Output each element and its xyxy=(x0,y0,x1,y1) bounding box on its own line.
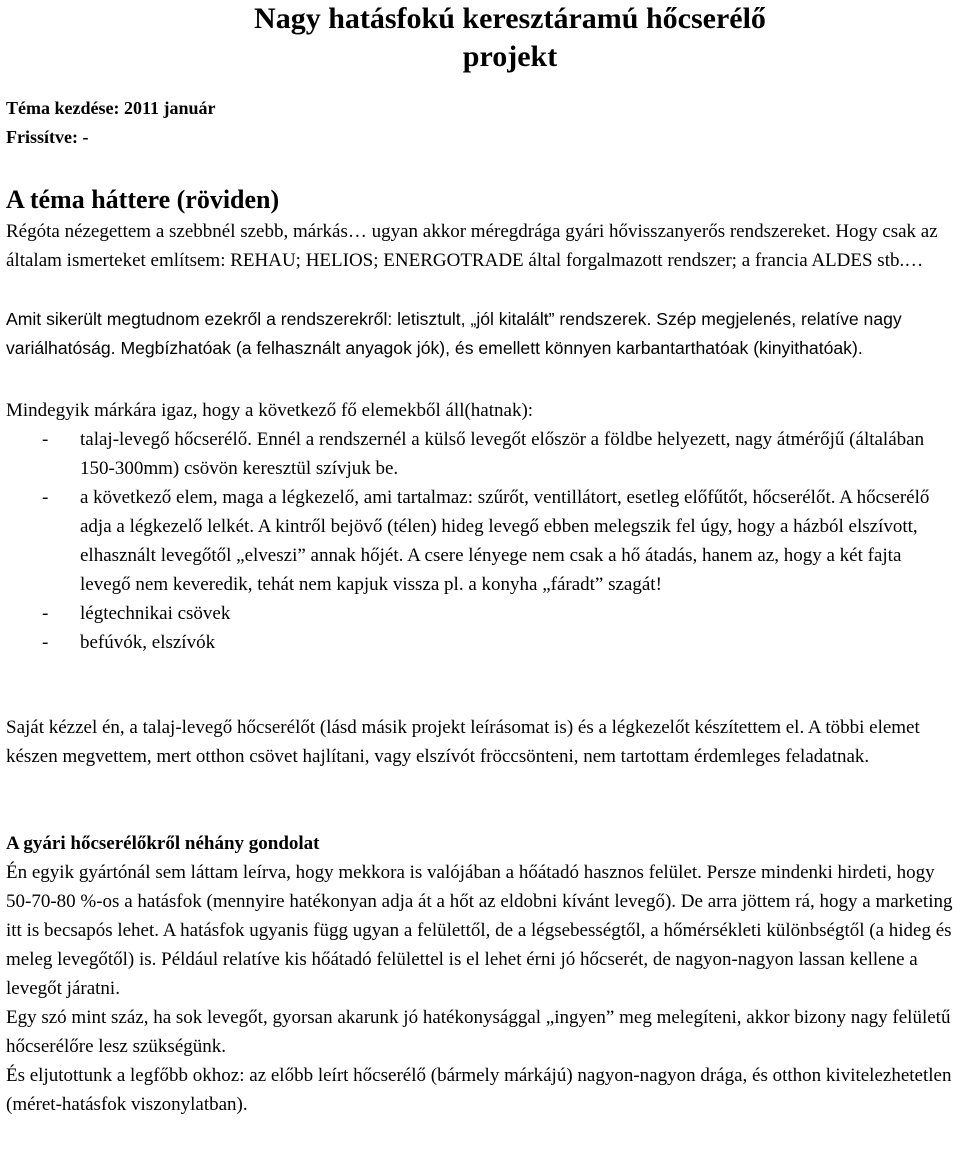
section-heading-background: A téma háttere (röviden) xyxy=(6,185,280,214)
thoughts-text-1: Én egyik gyártónál sem láttam leírva, hogy mekkora is valójában a hőátadó hasznos felület. Persze mindenki hirdeti, hogy 50-70-80 %-os a hatásfok (mennyire hatékonyan adja át a hőt az eldobni kívánt levegő). De arra jöttem rá, hogy a marketing itt is becsapós lehet. A hatásfok ugyanis függ ugyan a felülettől, de a légsebességtől, a hőmérsékleti különbségtől (a hideg és meleg levegőtől) is. Például relatíve kis hőátadó felülettel is el lehet érni jó hőcserét, de nagyon-nagyon lassan kellene a levegőt járatni. xyxy=(6,862,953,999)
components-list xyxy=(6,425,954,657)
thoughts-text-3: És eljutottunk a legfőbb okhoz: az előbb leírt hőcserélő (bármely márkájú) nagyon-nagyon drága, és otthon kivitelezhetetlen (méret-hatásfok viszonylatban). xyxy=(6,1065,952,1115)
document-meta xyxy=(6,94,215,152)
background-text-4: Saját kézzel én, a talaj-levegő hőcserélőt (lásd másik projekt leírásomat is) és a légkezelőt készítettem el. A többi elemet készen megvettem, mert otthon csövet hajlítani, vagy elszívót fröccsönteni, nem tartottam érdemleges feladatnak. xyxy=(6,717,920,767)
section-heading-thoughts: A gyári hőcserélőkről néhány gondolat xyxy=(6,833,320,854)
list-item-text: légtechnikai csövek xyxy=(80,603,231,624)
list-item xyxy=(6,483,954,599)
background-text-2b: Megbízhatóak (a felhasznált anyagok jók), és emellett könnyen karbantarthatóak (kinyithatóak). xyxy=(120,338,863,358)
thoughts-text-2: Egy szó mint száz, ha sok levegőt, gyorsan akarunk jó hatékonysággal „ingyen” meg melegíteni, akkor bizony nagy felületű hőcserélőre lesz szükségünk. xyxy=(6,1007,951,1057)
background-text-3: Mindegyik márkára igaz, hogy a következő fő elemekből áll(hatnak): xyxy=(6,400,534,421)
list-dash: - xyxy=(42,603,49,624)
list-item xyxy=(6,628,954,657)
title-line-2: projekt xyxy=(462,40,558,73)
document-title xyxy=(6,0,954,76)
list-dash: - xyxy=(42,429,49,450)
background-paragraph-4 xyxy=(6,713,954,771)
thoughts-paragraphs xyxy=(6,858,954,1119)
background-text-1: Régóta nézegettem a szebbnél szebb, márkás… ugyan akkor méregdrága gyári hővisszanyerős rendszereket. Hogy csak az általam ismerteket említsem: REHAU; HELIOS; ENERGOTRADE által forgalmazott rendszer; a francia ALDES stb.… xyxy=(6,221,938,271)
list-item xyxy=(6,599,954,628)
list-dash: - xyxy=(42,487,49,508)
title-line-1: Nagy hatásfokú keresztáramú hőcserélő xyxy=(254,2,766,35)
background-paragraph-3 xyxy=(6,396,954,425)
updated-date: Frissítve: - xyxy=(6,127,89,147)
background-paragraph-2 xyxy=(6,305,954,363)
list-dash: - xyxy=(42,632,49,653)
list-item-text: a következő elem, maga a légkezelő, ami tartalmaz: szűrőt, ventillátort, esetleg előfűtőt, hőcserélőt. A hőcserélő adja a légkezelő lelkét. A kintről bejövő (télen) hideg levegő ebben melegszik fel úgy, hogy a házból elszívott, elhasznált levegőtől „elveszi” annak hőjét. A csere lényege nem csak a hő átadás, hanem az, hogy a két fajta levegő nem keveredik, tehát nem kapjuk vissza pl. a konyha „fáradt” szagát! xyxy=(80,487,930,595)
background-text-2: Amit sikerült megtudnom ezekről a rendszerekről: letisztult, „jól kitalált” rendszerek. Szép megjelenés, relatíve nagy variálhatóság. xyxy=(6,309,902,358)
list-item-text: befúvók, elszívók xyxy=(80,632,216,653)
list-item-text: talaj-levegő hőcserélő. Ennél a rendszernél a külső levegőt először a földbe helyezett, nagy átmérőjű (általában 150-300mm) csövön keresztül szívjuk be. xyxy=(80,429,925,479)
start-date: Téma kezdése: 2011 január xyxy=(6,98,216,118)
list-item xyxy=(6,425,954,483)
background-paragraph-1 xyxy=(6,217,954,275)
